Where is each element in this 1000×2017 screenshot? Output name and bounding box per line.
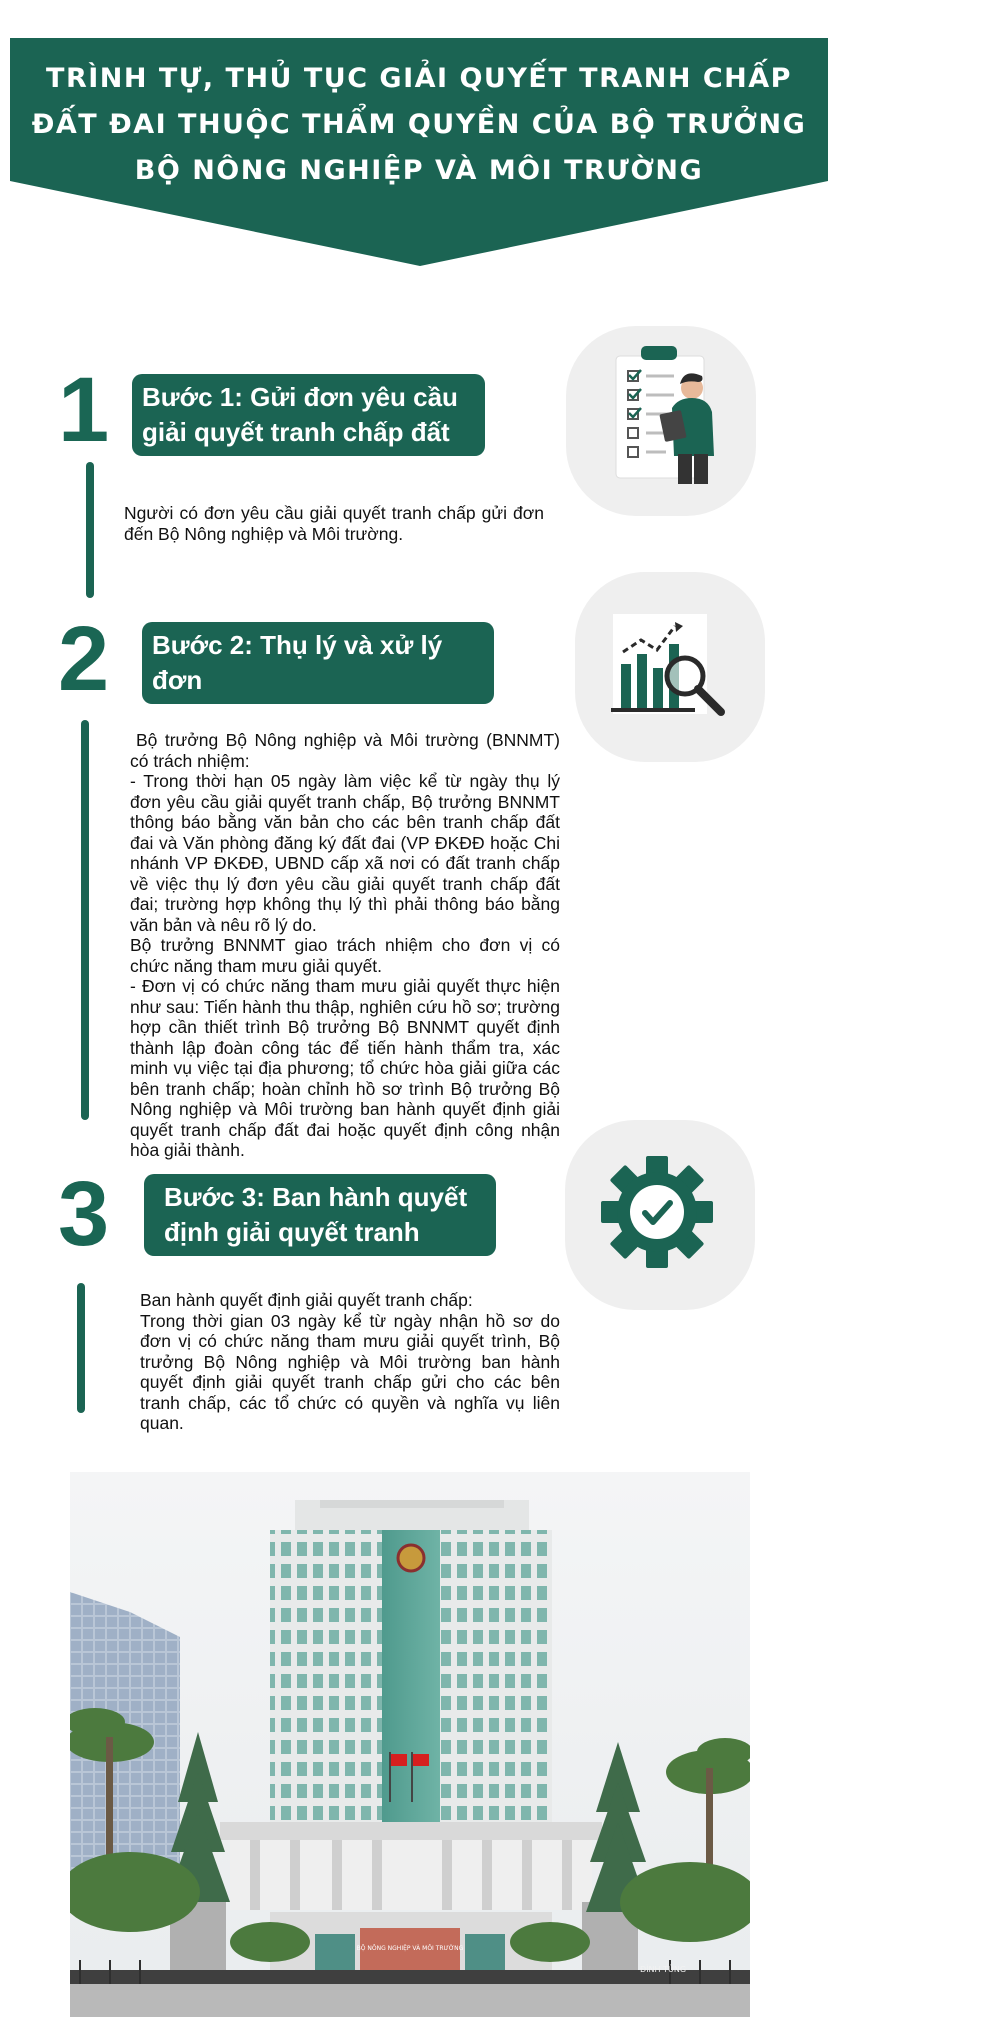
step-3-paragraph-2: Trong thời gian 03 ngày kể từ ngày nhận hồ sơ do đơn vị có chức năng tham mưu giải quyết trình, Bộ trưởng Bộ Nông nghiệp và Môi trường ban hành quyết định giải quyết tranh chấp gửi cho các bên tranh chấp, các tổ chức có quyền và nghĩa vụ liên quan. xyxy=(140,1310,560,1433)
step-2-description xyxy=(130,730,560,1161)
title-line-3: BỘ NÔNG NGHIỆP VÀ MÔI TRƯỜNG xyxy=(134,155,704,186)
step-3-paragraph-1: Ban hành quyết định giải quyết tranh chấp: xyxy=(140,1290,473,1310)
step-2-number: 2 xyxy=(58,608,110,710)
step-3-divider xyxy=(77,1283,85,1413)
step-3-title-line-1: Bước 3: Ban hành quyết xyxy=(164,1182,468,1212)
step-2-paragraph-1: Bộ trưởng Bộ Nông nghiệp và Môi trường (BNNMT) có trách nhiệm: xyxy=(130,730,560,771)
title-line-2: ĐẤT ĐAI THUỘC THẨM QUYỀN CỦA BỘ TRƯỞNG xyxy=(31,109,807,140)
step-3-title xyxy=(144,1174,496,1282)
sign-text: BỘ NÔNG NGHIỆP VÀ MÔI TRƯỜNG xyxy=(356,1945,464,1952)
step-2-paragraph-3: Bộ trưởng BNNMT giao trách nhiệm cho đơn vị có chức năng tham mưu giải quyết. xyxy=(130,935,560,976)
step-1-number: 1 xyxy=(58,359,110,461)
step-3-number: 3 xyxy=(58,1163,110,1265)
gear-check-icon xyxy=(565,1120,755,1310)
step-3-title-line-2: định giải quyết tranh chấp xyxy=(164,1217,420,1282)
step-3-description xyxy=(140,1290,560,1434)
page-title xyxy=(10,56,828,194)
step-1-paragraph: Người có đơn yêu cầu giải quyết tranh chấp gửi đơn đến Bộ Nông nghiệp và Môi trường. xyxy=(124,503,544,544)
step-2-title-line-1: Bước 2: Thụ lý và xử lý đơn xyxy=(152,630,443,695)
step-2-title-line-2: yêu cầu xyxy=(152,700,249,730)
chart-magnifier-icon xyxy=(575,572,765,762)
photo-watermark: ĐÌNH TÙNG xyxy=(640,1965,687,1974)
step-2-divider xyxy=(81,720,89,1120)
ministry-building-photo xyxy=(70,1472,750,2017)
step-2-paragraph-4: - Đơn vị có chức năng tham mưu giải quyết thực hiện như sau: Tiến hành thu thập, nghiên cứu hồ sơ; trường hợp cần thiết trình Bộ trưởng Bộ BNNMT quyết định thành lập đoàn công tác để tiến hành thẩm tra, xác minh vụ việc tại địa phương; tổ chức hòa giải giữa các bên tranh chấp; hoàn chỉnh hồ sơ trình Bộ trưởng Bộ Nông nghiệp và Môi trường ban hành quyết định giải quyết tranh chấp đất đai hoặc quyết định công nhận hòa giải thành. xyxy=(130,976,560,1160)
checklist-person-icon xyxy=(566,326,756,516)
step-2-title xyxy=(142,622,494,730)
step-1-description xyxy=(124,503,544,544)
header-banner xyxy=(10,38,828,266)
step-1-title-line-1: Bước 1: Gửi đơn yêu cầu xyxy=(142,382,458,412)
step-2-paragraph-2: - Trong thời hạn 05 ngày làm việc kể từ ngày thụ lý đơn yêu cầu giải quyết tranh chấp, Bộ trưởng BNNMT thông báo bằng văn bản cho các bên tranh chấp đất đai và Văn phòng đăng ký đất đai (VP ĐKĐĐ hoặc Chi nhánh VP ĐKĐĐ, UBND cấp xã nơi có đất tranh chấp về việc thụ lý đơn yêu cầu giải quyết tranh chấp đất đai; trường hợp không thụ lý thì phải thông báo bằng văn bản và nêu rõ lý do. xyxy=(130,771,560,935)
step-1-icon-bg xyxy=(566,326,756,516)
step-1-title-line-2: giải quyết tranh chấp đất đai xyxy=(142,417,450,482)
step-1-title xyxy=(132,374,485,482)
building-illustration xyxy=(70,1472,750,2017)
step-2-icon-bg xyxy=(575,572,765,762)
step-3-icon-bg xyxy=(565,1120,755,1310)
step-1-divider xyxy=(86,462,94,598)
title-line-1: TRÌNH TỰ, THỦ TỤC GIẢI QUYẾT TRANH CHẤP xyxy=(46,63,792,94)
